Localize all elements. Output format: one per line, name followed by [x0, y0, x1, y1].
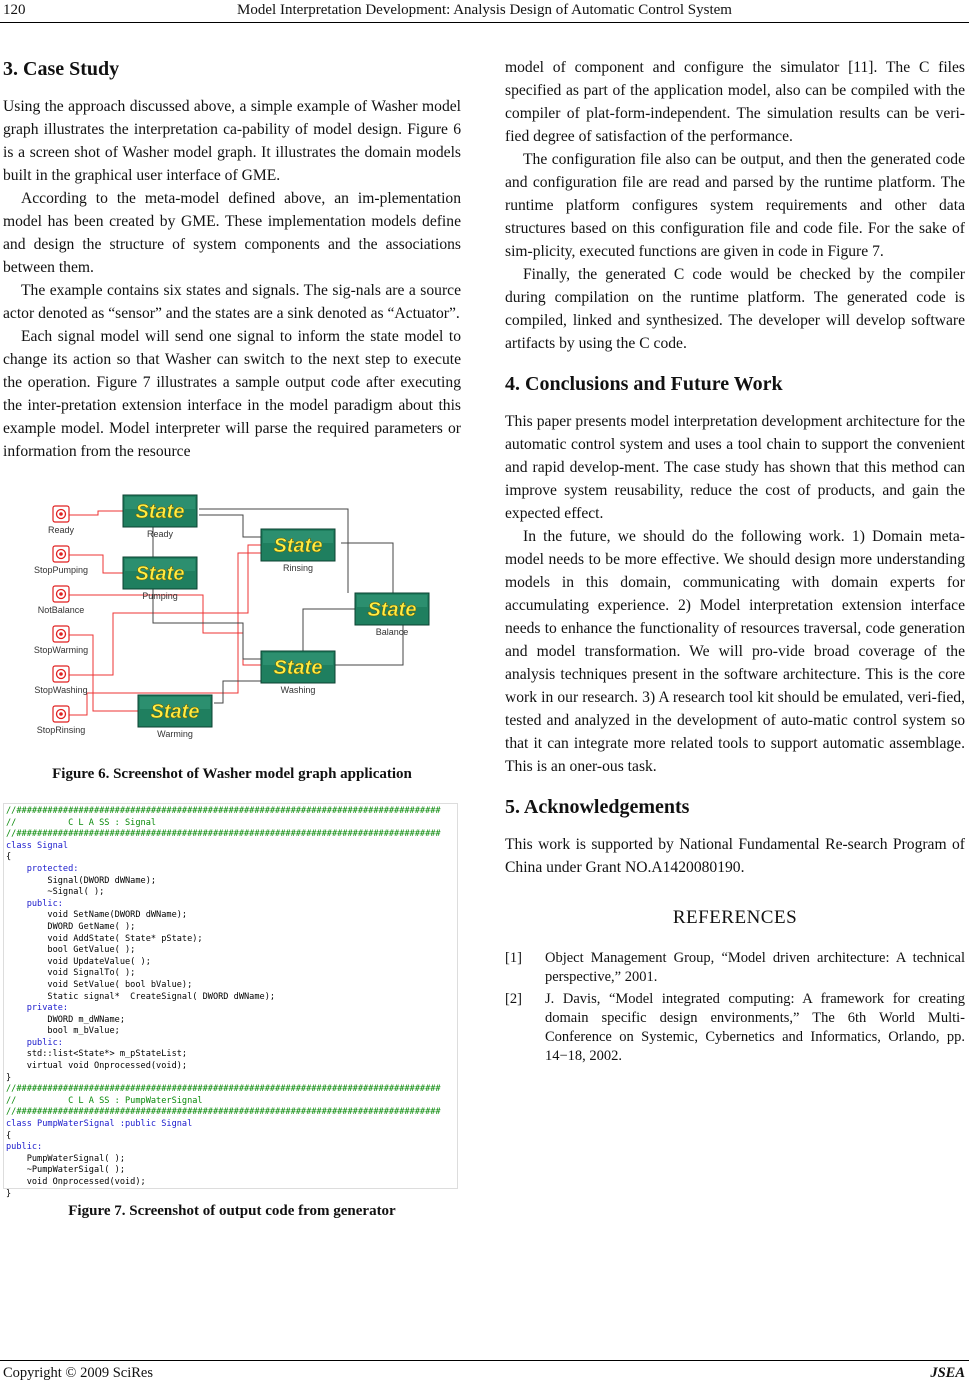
code-line: //##################################################################################: [6, 829, 441, 840]
code-line: DWORD m_dWName;: [6, 1014, 125, 1025]
state-label: Ready: [146, 529, 174, 539]
signal-node: [48, 506, 75, 535]
state-word: State: [135, 563, 185, 585]
state-node: [123, 557, 197, 601]
code-line: std::list<State*> m_pStateList;: [6, 1049, 188, 1060]
signal-wire: [69, 511, 123, 515]
code-line: //##################################################################################: [6, 806, 441, 816]
figure-6: [3, 493, 461, 783]
code-line: void AddState( State* pState);: [6, 933, 203, 944]
code-line: void Onprocessed(void);: [6, 1177, 146, 1187]
section-5-heading: 5. Acknowledgements: [505, 796, 690, 818]
code-line: public:: [6, 898, 63, 909]
signal-label: StopPumping: [33, 565, 89, 575]
left-column: [3, 48, 461, 1220]
code-line: // C L A SS : Signal: [6, 817, 157, 828]
code-line: class PumpWaterSignal :public Signal: [6, 1119, 193, 1130]
state-node: [355, 593, 429, 637]
state-label: Balance: [375, 627, 409, 637]
code-line: public:: [6, 1037, 63, 1048]
state-label: Pumping: [142, 591, 178, 601]
figure-6-caption: Figure 6. Screenshot of Washer model graph application: [52, 766, 412, 782]
signal-node: [34, 626, 88, 655]
journal-abbrev: JSEA: [930, 1365, 965, 1381]
signal-wire: [69, 595, 261, 665]
state-word: State: [273, 657, 323, 679]
code-line: {: [6, 852, 12, 863]
signal-label: NotBalance: [37, 605, 85, 615]
code-line: void SetName(DWORD dWName);: [6, 910, 188, 921]
code-line: DWORD GetName( );: [6, 921, 136, 932]
state-node: [138, 695, 212, 739]
paragraph: The example contains six states and signals. The sig-nals are a source actor denoted as “sensor” and the states are a sink denoted as “Actuator”.: [3, 282, 461, 322]
state-label: Washing: [280, 685, 316, 695]
state-transition: [303, 609, 355, 651]
code-line: //##################################################################################: [6, 1107, 441, 1118]
code-line: }: [6, 1188, 12, 1199]
copyright: Copyright © 2009 SciRes: [3, 1365, 153, 1381]
state-node: [261, 651, 335, 695]
section-3-heading: 3. Case Study: [3, 58, 120, 80]
right-column: [505, 48, 965, 1069]
code-line: void UpdateValue( );: [6, 956, 151, 967]
code-line: ~Signal( );: [6, 887, 105, 898]
references-title: REFERENCES: [672, 907, 798, 928]
code-line: bool m_bValue;: [6, 1026, 120, 1037]
code-line: {: [6, 1130, 12, 1141]
code-line: Signal(DWORD dWName);: [6, 875, 157, 886]
code-line: void SignalTo( );: [6, 968, 136, 979]
running-title: Model Interpretation Development: Analysis Design of Automatic Control System: [237, 2, 732, 18]
state-node: [123, 495, 197, 539]
paragraph: model of component and configure the simulator [11]. The C files specified as part of the application model, also can be compiled with the compiler of plat-form-independent. The simulation results can be veri-fied degree of satisfaction of the performance.: [505, 59, 965, 145]
state-word: State: [273, 535, 323, 557]
reference-text: Object Management Group, “Model driven architecture: A technical perspective,” 2001.: [545, 950, 965, 985]
code-line: //##################################################################################: [6, 1084, 441, 1095]
reference-number: [1]: [505, 950, 522, 966]
paragraph: This work is supported by National Fundamental Re-search Program of China under Grant NO.A1420080190.: [505, 836, 965, 876]
code-line: PumpWaterSignal( );: [6, 1153, 125, 1164]
code-line: virtual void Onprocessed(void);: [6, 1061, 188, 1072]
state-transition: [341, 543, 393, 593]
paragraph: In the future, we should do the following work. 1) Domain meta-model needs to be more effective. We should design more understanding models in this domain, communicating with domain experts for accumulating experience. 2) Model interpretation extension interface needs to enhance the functionality of resources traversal, code generation and model transformation. We will pro-vide broad coverage of the analysis techniques present in the software architecture. This is the core work in our research. 3) A research tool kit should be emulated, veri-fied, tested and analyzed in the development of auto-matic control system so that it can integrate more related tools to support automatic assemblage. This is an oner-ous task.: [505, 528, 965, 775]
state-label: Warming: [157, 729, 193, 739]
signal-node: [38, 586, 85, 615]
code-line: void SetValue( bool bValue);: [6, 979, 193, 990]
signal-label: StopWashing: [34, 685, 88, 695]
reference-item: [505, 990, 965, 1066]
state-word: State: [135, 501, 185, 523]
code-line: // C L A SS : PumpWaterSignal: [6, 1095, 203, 1106]
code-line: bool GetValue( );: [6, 945, 136, 956]
state-word: State: [367, 599, 417, 621]
state-word: State: [150, 701, 200, 723]
page-footer: [0, 1360, 969, 1387]
figure-7-caption: Figure 7. Screenshot of output code from generator: [68, 1203, 396, 1219]
paragraph: The configuration file also can be output, and then the generated code and configuration file are read and parsed by the runtime platform. The runtime platform configures system requirements and other data structures based on this configuration file and code file. For the sake of sim-plicity, executed functions are given in code in Figure 7.: [505, 151, 965, 260]
page-header: [0, 0, 969, 23]
code-line: protected:: [6, 863, 79, 874]
code-line: }: [6, 1072, 12, 1083]
signal-node: [37, 706, 86, 735]
reference-text: J. Davis, “Model integrated computing: A framework for creating domain specific design environments,” The 6th World Multi-Conference on Systemic, Cybernetics and Informatics, Orlando, pp. 14−18, 2002.: [545, 991, 965, 1064]
code-line: ~PumpWaterSigal( );: [6, 1165, 125, 1176]
code-line: class Signal: [6, 840, 69, 851]
paragraph: Each signal model will send one signal to inform the state model to change its action so that Washer can switch to the next step to execute the operation. Figure 7 illustrates a sample output code after executing the inter-pretation extension interface in the model paradigm about this example model. Model interpreter will parse the required parameters or information from the resource: [3, 328, 461, 460]
washer-model-graph: [3, 493, 461, 753]
signal-label: StopWarming: [33, 645, 89, 655]
code-line: Static signal* CreateSignal( DWORD dWName);: [6, 991, 276, 1002]
state-label: Rinsing: [282, 563, 314, 573]
section-4-heading: 4. Conclusions and Future Work: [505, 373, 783, 395]
reference-number: [2]: [505, 991, 522, 1007]
state-node: [261, 529, 335, 573]
paragraph: According to the meta-model defined above, an im-plementation model has been created by GME. These implementation models define and design the structure of system components and the associations between them.: [3, 190, 461, 276]
state-transition: [199, 515, 261, 537]
figure-7-code: [3, 803, 458, 1199]
page-number: 120: [3, 2, 26, 18]
code-line: private:: [6, 1003, 69, 1014]
paragraph: Finally, the generated C code would be checked by the compiler during compilation on the runtime platform. The generated code is compiled, linked and synthesized. The developer will develop software artifacts by using the C code.: [505, 266, 965, 352]
signal-node: [34, 546, 88, 575]
reference-item: [505, 949, 965, 987]
code-line: public:: [6, 1142, 43, 1153]
paragraph: This paper presents model interpretation development architecture for the automatic control system and uses a tool chain to support the convenient and rapid develop-ment. The case study has shown that this method can improve system reusability, reduce the cost of products, and gain the expected effect.: [505, 413, 965, 522]
signal-label: Ready: [47, 525, 75, 535]
paragraph: Using the approach discussed above, a simple example of Washer model graph illustrates the interpretation ca-pability of model design. Figure 6 is a screen shot of Washer model graph. It illustrates the domain models built in the graphical user interface of GME.: [3, 98, 461, 184]
signal-label: StopRinsing: [36, 725, 86, 735]
signal-node: [34, 666, 87, 695]
references-list: [505, 949, 965, 1066]
